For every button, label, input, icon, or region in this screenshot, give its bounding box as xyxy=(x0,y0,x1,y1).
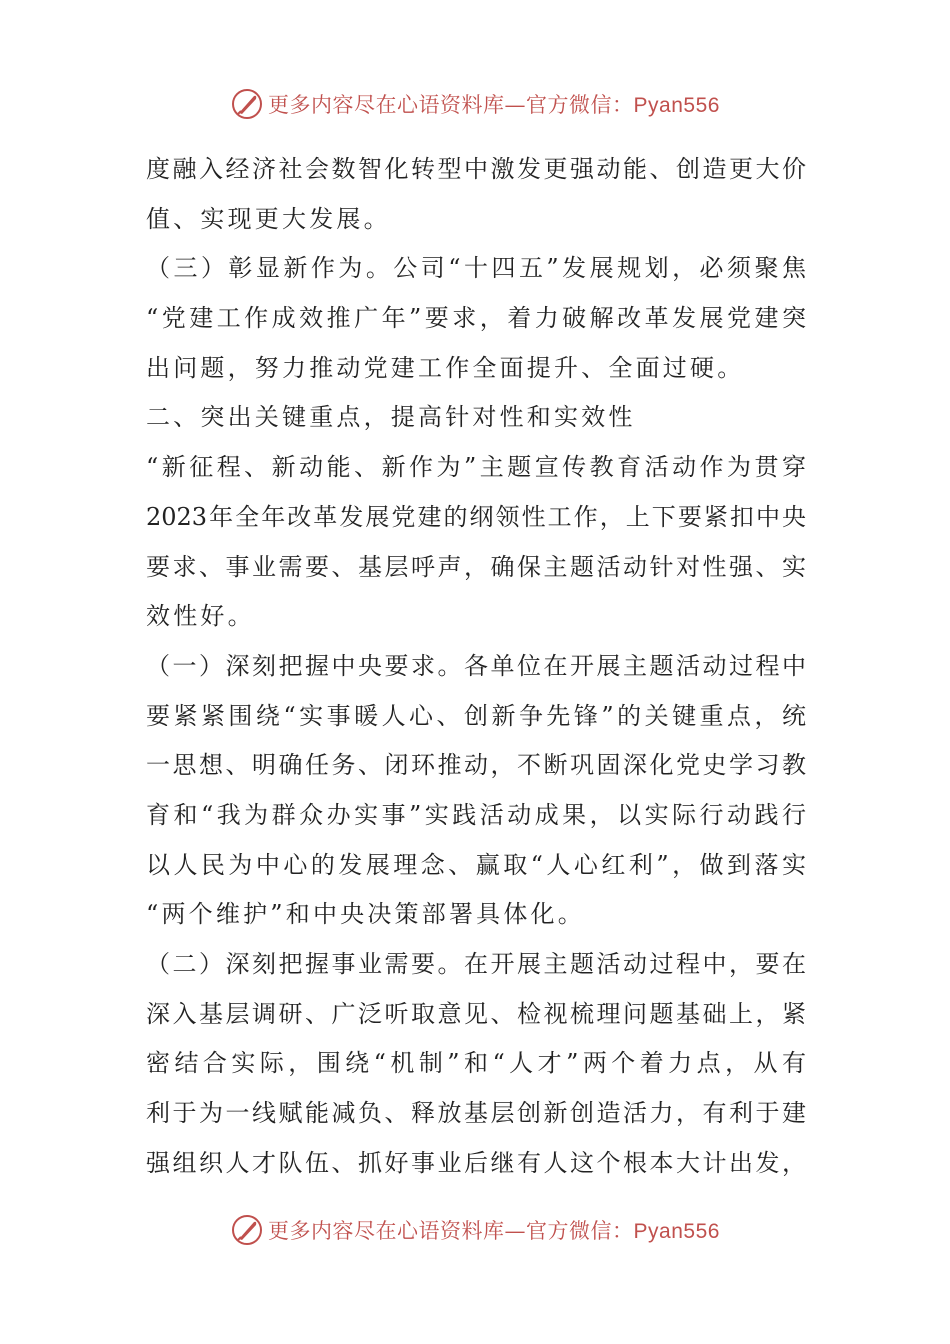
text-line: “两个维护”和中央决策部署具体化。 xyxy=(146,900,585,929)
watermark-label: 更多内容尽在心语资料库—官方微信： xyxy=(268,93,634,117)
watermark-wechat-id: Pyan556 xyxy=(633,1220,720,1243)
text-line: 要紧紧围绕“实事暖人心、创新争先锋”的关键重点，统 xyxy=(146,701,806,730)
body-text xyxy=(146,145,806,1188)
text-line: 出问题，努力推动党建工作全面提升、全面过硬。 xyxy=(146,353,745,382)
footer-watermark xyxy=(0,1210,950,1250)
text-line: “新征程、新动能、新作为”主题宣传教育活动作为贯穿 xyxy=(146,453,806,482)
text-line: （三）彰显新作为。公司“十四五”发展规划，必须聚焦 xyxy=(146,254,806,283)
text-line: 效性好。 xyxy=(146,602,255,631)
watermark-wechat-id: Pyan556 xyxy=(633,94,720,117)
text-line: 利于为一线赋能减负、释放基层创新创造活力，有利于建 xyxy=(146,1099,806,1128)
text-line: （二）深刻把握事业需要。在开展主题活动过程中，要在 xyxy=(146,950,806,978)
text-line: 深入基层调研、广泛听取意见、检视梳理问题基础上，紧 xyxy=(146,999,806,1028)
text-line: 强组织人才队伍、抓好事业后继有人这个根本大计出发， xyxy=(146,1148,806,1177)
text-line: 2023年全年改革发展党建的纲领性工作，上下要紧扣中央 xyxy=(146,502,806,531)
quill-pen-icon xyxy=(230,87,264,121)
text-line: 以人民为中心的发展理念、赢取“人心红利”，做到落实 xyxy=(146,850,806,879)
text-line: 一思想、明确任务、闭环推动，不断巩固深化党史学习教 xyxy=(146,751,806,780)
watermark-text xyxy=(268,1215,720,1245)
text-line: 度融入经济社会数智化转型中激发更强动能、创造更大价 xyxy=(146,155,806,183)
text-line: 育和“我为群众办实事”实践活动成果，以实际行动践行 xyxy=(146,800,806,829)
header-watermark xyxy=(0,84,950,124)
section-heading: 二、突出关键重点，提高针对性和实效性 xyxy=(146,403,636,432)
watermark-text xyxy=(268,89,720,119)
watermark-label: 更多内容尽在心语资料库—官方微信： xyxy=(268,1219,634,1243)
text-line: 值、实现更大发展。 xyxy=(146,204,391,233)
quill-pen-icon xyxy=(230,1213,264,1247)
text-line: 密结合实际，围绕“机制”和“人才”两个着力点，从有 xyxy=(146,1049,806,1078)
text-line: （一）深刻把握中央要求。各单位在开展主题活动过程中 xyxy=(146,651,806,680)
text-line: 要求、事业需要、基层呼声，确保主题活动针对性强、实 xyxy=(146,552,806,581)
text-line: “党建工作成效推广年”要求，着力破解改革发展党建突 xyxy=(146,304,806,333)
